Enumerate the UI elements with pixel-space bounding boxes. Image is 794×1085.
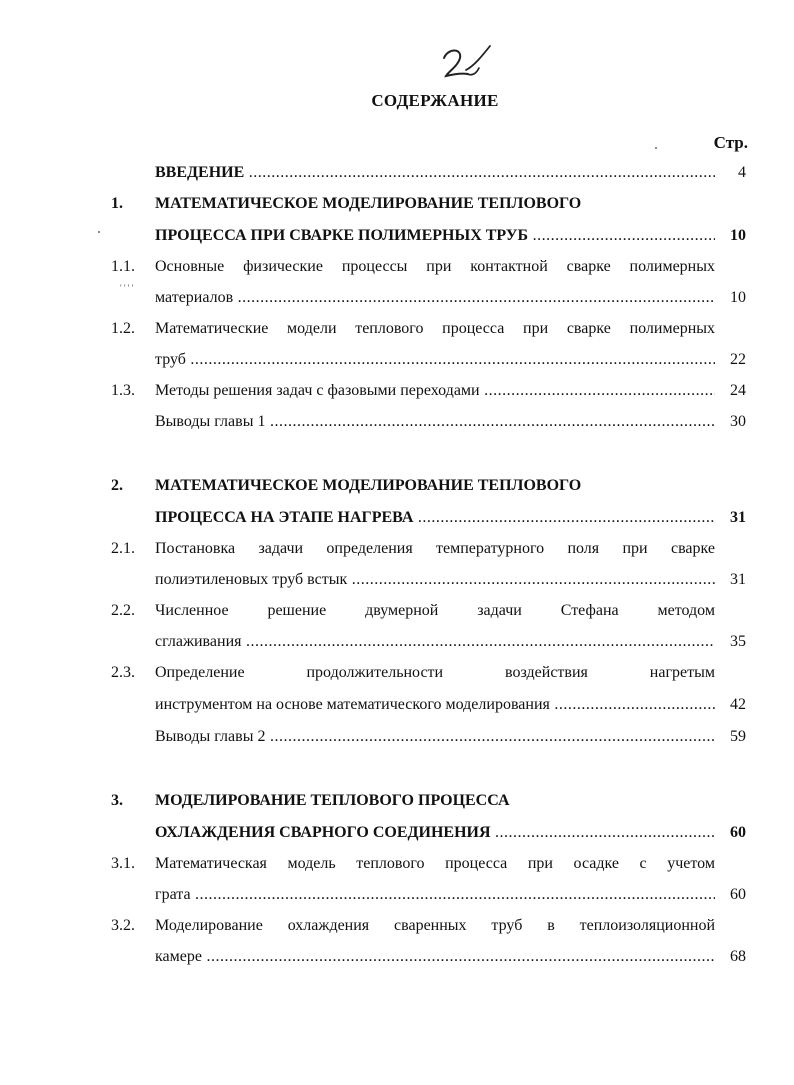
toc-chapter-1-heading[interactable]	[0, 192, 794, 216]
toc-chapter-3-heading[interactable]	[0, 789, 794, 813]
toc-entry-page: 42	[730, 696, 746, 713]
toc-conclusions-2[interactable]	[0, 725, 794, 749]
toc-entry-number: 2.	[111, 477, 123, 494]
toc-entry-page: 60	[730, 824, 746, 841]
toc-section-1-1-cont[interactable]	[0, 286, 794, 310]
toc-entry-page: 35	[730, 633, 746, 650]
toc-section-1-2-cont[interactable]	[0, 348, 794, 372]
toc-chapter-1-heading-cont[interactable]	[0, 224, 794, 248]
toc-entry-page: 68	[730, 948, 746, 965]
toc-entry-text: полиэтиленовых труб встык .....	[155, 568, 715, 592]
toc-entry-text: ОХЛАЖДЕНИЯ СВАРНОГО СОЕДИНЕНИЯ .....	[155, 821, 715, 845]
toc-entry-page: 30	[730, 413, 746, 430]
scan-marks: ' ' ' '	[120, 283, 134, 293]
toc-section-3-1-cont[interactable]	[0, 883, 794, 907]
toc-section-2-2[interactable]	[0, 599, 794, 623]
toc-entry-page: 24	[730, 382, 746, 399]
toc-entry-text: Основные физические процессы при контактной сварке полимерных	[155, 258, 715, 275]
toc-entry-page: 59	[730, 728, 746, 745]
toc-entry-number: 1.3.	[111, 382, 135, 399]
toc-entry-text: Численное решение двумерной задачи Стефана методом	[155, 602, 715, 619]
toc-chapter-3-heading-cont[interactable]	[0, 821, 794, 845]
toc-section-2-3-cont[interactable]	[0, 693, 794, 717]
toc-entry-text: ПРОЦЕССА ПРИ СВАРКЕ ПОЛИМЕРНЫХ ТРУБ .....	[155, 224, 715, 248]
toc-entry-text: Математические модели теплового процесса при сварке полимерных	[155, 320, 715, 337]
page-title: СОДЕРЖАНИЕ	[371, 91, 499, 110]
toc-entry-text: МОДЕЛИРОВАНИЕ ТЕПЛОВОГО ПРОЦЕССА	[155, 792, 510, 809]
toc-entry-text: сглаживания .....	[155, 630, 715, 654]
toc-entry-number: 3.	[111, 792, 123, 809]
toc-entry-text: грата .....	[155, 883, 715, 907]
toc-entry-page: 60	[730, 886, 746, 903]
page-column-label: Стр.	[713, 133, 748, 152]
toc-section-1-3[interactable]	[0, 379, 794, 403]
toc-entry-number: 1.2.	[111, 320, 135, 337]
toc-entry-page: 4	[738, 164, 746, 181]
handwritten-page-number	[438, 40, 508, 88]
toc-entry-text: камере .....	[155, 945, 715, 969]
toc-entry-text: материалов .....	[155, 286, 715, 310]
toc-entry-page: 31	[730, 571, 746, 588]
toc-entry-text: ПРОЦЕССА НА ЭТАПЕ НАГРЕВА .....	[155, 506, 715, 530]
toc-entry-page: 10	[730, 227, 746, 244]
toc-entry-number: 2.3.	[111, 664, 135, 681]
toc-section-1-2[interactable]	[0, 317, 794, 341]
toc-entry-text: Выводы главы 1 .....	[155, 410, 715, 434]
toc-section-2-2-cont[interactable]	[0, 630, 794, 654]
toc-entry-text: инструментом на основе математического моделирования .....	[155, 693, 715, 717]
toc-entry-number: 2.2.	[111, 602, 135, 619]
toc-entry-text: труб .....	[155, 348, 715, 372]
toc-entry-number: 1.1.	[111, 258, 135, 275]
toc-entry-page: 10	[730, 289, 746, 306]
toc-entry-text: Методы решения задач с фазовыми переходами .....	[155, 379, 715, 403]
toc-entry-text: Моделирование охлаждения сваренных труб в теплоизоляционной	[155, 917, 715, 934]
toc-section-3-2[interactable]	[0, 914, 794, 938]
toc-entry-text: ВВЕДЕНИЕ .....	[155, 161, 715, 185]
toc-section-2-1[interactable]	[0, 537, 794, 561]
toc-section-3-1[interactable]	[0, 852, 794, 876]
toc-section-2-3[interactable]	[0, 661, 794, 685]
toc-chapter-2-heading[interactable]	[0, 474, 794, 498]
toc-section-1-1[interactable]	[0, 255, 794, 279]
toc-entry-number: 3.1.	[111, 855, 135, 872]
toc-entry-text: Постановка задачи определения температурного поля при сварке	[155, 540, 715, 557]
toc-entry-number: 2.1.	[111, 540, 135, 557]
toc-entry-introduction[interactable]	[0, 161, 794, 185]
toc-entry-page: 31	[730, 509, 746, 526]
toc-entry-text: МАТЕМАТИЧЕСКОЕ МОДЕЛИРОВАНИЕ ТЕПЛОВОГО	[155, 195, 582, 212]
toc-entry-number: 1.	[111, 195, 123, 212]
toc-conclusions-1[interactable]	[0, 410, 794, 434]
scan-speck	[655, 147, 657, 149]
toc-entry-text: МАТЕМАТИЧЕСКОЕ МОДЕЛИРОВАНИЕ ТЕПЛОВОГО	[155, 477, 582, 494]
toc-entry-text: Математическая модель теплового процесса при осадке с учетом	[155, 855, 715, 872]
toc-section-2-1-cont[interactable]	[0, 568, 794, 592]
toc-chapter-2-heading-cont[interactable]	[0, 506, 794, 530]
toc-entry-text: Определение продолжительности воздействия нагретым	[155, 664, 715, 681]
toc-entry-text: Выводы главы 2 .....	[155, 725, 715, 749]
toc-section-3-2-cont[interactable]	[0, 945, 794, 969]
toc-entry-number: 3.2.	[111, 917, 135, 934]
toc-entry-page: 22	[730, 351, 746, 368]
